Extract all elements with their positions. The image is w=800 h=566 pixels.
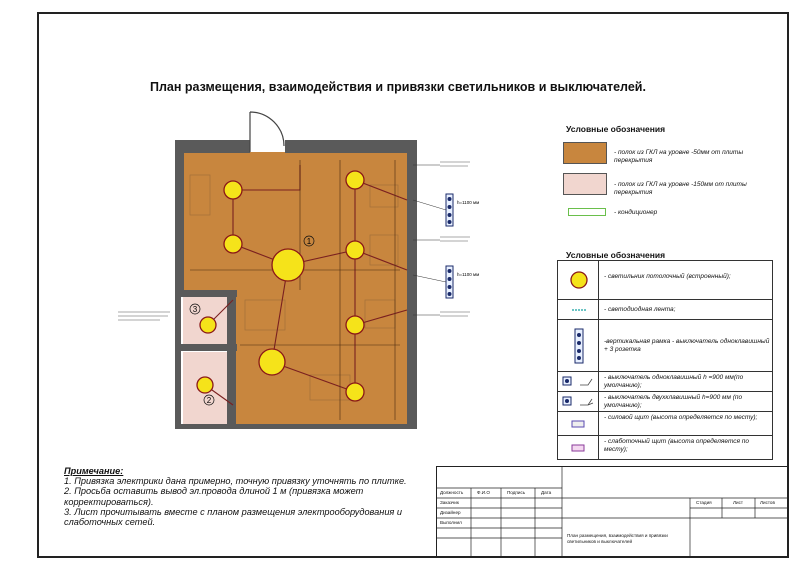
led-strip-icon xyxy=(572,307,586,313)
wall xyxy=(175,424,237,429)
ceiling-light xyxy=(346,383,364,401)
entrance-door xyxy=(250,112,284,152)
legend-row-text: - светильник потолочный (встроенный); xyxy=(604,273,731,280)
ceiling-light xyxy=(224,181,242,199)
legend-row xyxy=(558,299,772,319)
stamp-col-label: Дата xyxy=(541,490,552,495)
notes-heading: Примечание: xyxy=(64,466,124,476)
ceiling-light xyxy=(272,249,304,281)
legend-top-heading: Условные обозначения xyxy=(566,124,666,134)
single-switch-icon xyxy=(562,375,596,389)
stamp-row-label: Заказчик xyxy=(440,500,459,505)
wall-note: h=1100 мм xyxy=(457,272,480,277)
notes-block xyxy=(64,466,444,527)
ceiling-light xyxy=(346,316,364,334)
legend-row-text: - слаботочный щит (высота определяется по месту); xyxy=(604,438,749,453)
double-switch-icon xyxy=(562,395,596,409)
stamp-stage-label: Лист xyxy=(733,500,743,505)
socket-frame-icon xyxy=(574,328,584,364)
socket xyxy=(448,205,452,209)
low-current-panel-icon xyxy=(571,444,585,452)
ceiling-light xyxy=(200,317,216,333)
wall xyxy=(175,140,184,292)
legend-row-text: -вертикальная рамка - выключатель одноклавишный + 3 розетка xyxy=(604,338,770,353)
legend-row xyxy=(558,411,772,435)
stamp-col-label: Подпись xyxy=(507,490,526,495)
wall xyxy=(407,140,417,428)
ceiling-light xyxy=(259,349,285,375)
fixture-label-1: 1 xyxy=(306,237,312,246)
socket xyxy=(448,220,452,224)
socket xyxy=(448,277,452,281)
ceiling-light xyxy=(224,235,242,253)
legend-swatch-ceiling-50 xyxy=(563,142,607,164)
title-block xyxy=(436,466,788,557)
ceiling-light xyxy=(346,171,364,189)
note-line: 1. Привязка электрики дана примерно, точную привязку уточнять по плитке. xyxy=(64,476,407,487)
socket xyxy=(448,213,452,217)
wall xyxy=(236,424,417,429)
legend-row xyxy=(558,319,772,371)
ceiling-light xyxy=(197,377,213,393)
legend-swatch-ac xyxy=(568,208,606,216)
legend-bottom-heading: Условные обозначения xyxy=(566,250,666,260)
wall xyxy=(285,140,413,153)
stamp-row-label: Дизайнер xyxy=(440,510,461,515)
note-line: 3. Лист прочитывать вместе с планом размещения электрооборудования и слаботочных сетей. xyxy=(64,506,402,528)
legend-row xyxy=(558,435,772,459)
legend-row xyxy=(558,391,772,411)
legend-text: - кондиционер xyxy=(614,209,658,216)
power-panel-icon xyxy=(571,420,585,428)
wall xyxy=(177,140,250,153)
legend-text: - полок из ГКЛ на уровне -150мм от плиты перекрытия xyxy=(614,181,747,196)
stamp-stage-label: Листов xyxy=(760,500,775,505)
legend-text: - полок из ГКЛ на уровне -50мм от плиты перекрытия xyxy=(614,149,744,164)
stamp-description: План размещения, взаимодействия и привязки светильников и выключателей xyxy=(567,533,668,544)
socket xyxy=(448,285,452,289)
note-line: 2. Просьба оставить вывод эл.провода длиной 1 м (привязка может корректироваться). xyxy=(64,486,364,507)
fixture-label-2: 2 xyxy=(206,396,212,405)
ceiling-light-icon xyxy=(569,270,589,290)
ceiling-light xyxy=(346,241,364,259)
legend-row-text: - выключатель двухклавишный h=900 мм (по умолчанию); xyxy=(604,394,743,409)
legend-table xyxy=(557,260,773,460)
legend-row-text: - силовой щит (высота определяется по месту); xyxy=(604,414,758,421)
wall xyxy=(227,290,236,428)
stamp-stage-label: Стадия xyxy=(696,500,712,505)
wall-note: h=1100 мм xyxy=(457,200,480,205)
fixture-label-3: 3 xyxy=(192,305,198,314)
legend-row-text: - светодиодная лента; xyxy=(604,306,676,313)
legend-swatch-ceiling-150 xyxy=(563,173,607,195)
legend-row-text: - выключатель одноклавишный h =900 мм(по умолчанию); xyxy=(604,374,744,389)
socket xyxy=(448,292,452,296)
socket xyxy=(448,269,452,273)
legend-row xyxy=(558,371,772,391)
stamp-row-label: Выполнил xyxy=(440,520,462,525)
legend-row xyxy=(558,261,772,299)
leader-line xyxy=(413,165,446,315)
page-title: План размещения, взаимодействия и привязки светильников и выключателей. xyxy=(150,80,646,94)
wall xyxy=(175,290,181,428)
stamp-col-label: Должность xyxy=(440,490,464,495)
stamp-col-label: Ф.И.О xyxy=(477,490,490,495)
socket xyxy=(448,197,452,201)
